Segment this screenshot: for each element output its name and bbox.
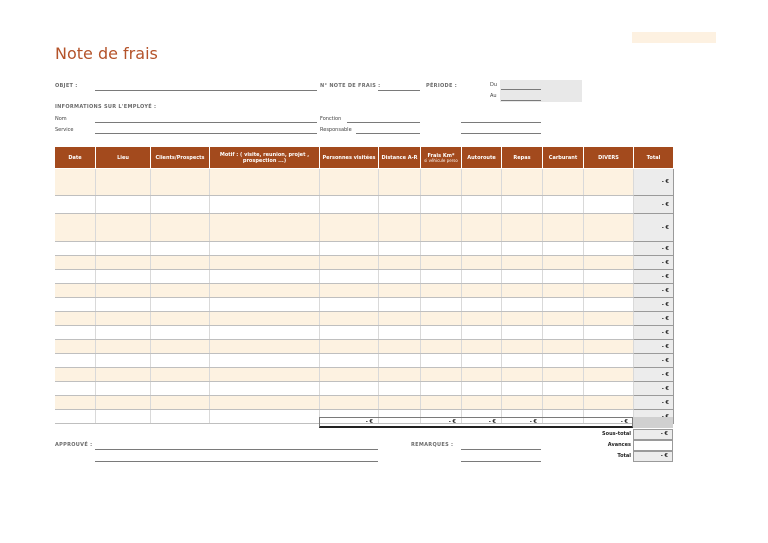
table-cell[interactable] [421,382,462,396]
approuve-field-1[interactable] [95,449,378,450]
periode-box [500,80,582,102]
table-cell[interactable] [502,242,543,256]
table-cell[interactable] [584,256,634,270]
column-header-label: Repas [513,154,531,161]
row-total-cell: - € [634,214,674,242]
table-row [55,169,674,196]
table-cell[interactable] [96,340,151,354]
table-cell[interactable] [502,298,543,312]
table-cell[interactable] [502,340,543,354]
table-cell[interactable] [462,256,502,270]
table-row [55,326,674,340]
table-cell[interactable] [96,214,151,242]
row-total-cell: - € [634,326,674,340]
table-cell[interactable] [543,196,584,214]
column-header [543,147,584,169]
table-row [55,270,674,284]
table-cell[interactable] [55,284,96,298]
header-highlight-box [632,32,716,43]
table-cell[interactable] [210,256,320,270]
extra-field-1[interactable] [461,122,541,123]
table-cell[interactable] [502,354,543,368]
table-cell[interactable] [320,169,379,196]
table-cell[interactable] [320,196,379,214]
column-header [96,147,151,169]
table-cell[interactable] [210,340,320,354]
service-field[interactable] [95,133,317,134]
column-header-label: Date [68,154,82,161]
table-cell[interactable] [55,270,96,284]
table-row [55,256,674,270]
table-cell[interactable] [151,396,210,410]
table-cell[interactable] [462,169,502,196]
table-cell[interactable] [584,312,634,326]
table-row [55,214,674,242]
table-cell[interactable] [584,326,634,340]
table-cell[interactable] [55,410,96,424]
table-cell[interactable] [379,312,421,326]
column-header [584,147,634,169]
avances-value[interactable] [633,440,673,451]
table-cell[interactable] [462,396,502,410]
row-total-cell: - € [634,368,674,382]
table-cell[interactable] [421,396,462,410]
table-cell[interactable] [210,242,320,256]
table-cell[interactable] [96,284,151,298]
table-cell[interactable] [584,270,634,284]
table-cell[interactable] [379,326,421,340]
sum-total-empty [633,417,673,428]
table-cell[interactable] [151,382,210,396]
table-cell[interactable] [502,284,543,298]
column-header-label: Personnes visitées [322,154,376,161]
table-cell[interactable] [151,298,210,312]
table-cell[interactable] [462,340,502,354]
table-cell[interactable] [55,354,96,368]
sum-frais-km: - € [448,419,456,425]
table-cell[interactable] [421,196,462,214]
table-cell[interactable] [210,354,320,368]
row-total-cell: - € [634,396,674,410]
fonction-label: Fonction [320,116,342,122]
table-cell[interactable] [584,368,634,382]
table-cell[interactable] [151,284,210,298]
table-cell[interactable] [379,340,421,354]
column-header [502,147,543,169]
column-header-label: Distance A-R [381,154,418,161]
table-cell[interactable] [379,354,421,368]
table-cell[interactable] [96,354,151,368]
table-cell[interactable] [210,196,320,214]
table-cell[interactable] [320,256,379,270]
table-cell[interactable] [55,256,96,270]
table-cell[interactable] [502,214,543,242]
table-cell[interactable] [421,284,462,298]
table-cell[interactable] [584,284,634,298]
approuve-label: APPROUVÉ : [55,442,93,448]
employee-info-label: INFORMATIONS SUR L'EMPLOYÉ : [55,104,157,110]
table-cell[interactable] [151,169,210,196]
table-cell[interactable] [96,242,151,256]
table-cell[interactable] [543,270,584,284]
column-header-label: Total [646,154,661,161]
table-row [55,196,674,214]
table-header-row [55,147,674,169]
table-cell[interactable] [55,169,96,196]
table-cell[interactable] [421,312,462,326]
table-cell[interactable] [543,242,584,256]
table-cell[interactable] [421,256,462,270]
table-cell[interactable] [379,169,421,196]
column-header [462,147,502,169]
column-header [320,147,379,169]
du-field[interactable] [501,89,541,90]
row-total-cell: - € [634,169,674,196]
table-cell[interactable] [320,382,379,396]
table-cell[interactable] [584,382,634,396]
sum-divers: - € [620,419,628,425]
row-total-cell: - € [634,312,674,326]
table-cell[interactable] [584,196,634,214]
table-cell[interactable] [210,169,320,196]
fonction-field[interactable] [347,122,420,123]
table-cell[interactable] [543,326,584,340]
row-total-cell: - € [634,196,674,214]
table-cell[interactable] [543,340,584,354]
table-cell[interactable] [151,214,210,242]
table-cell[interactable] [421,326,462,340]
table-cell[interactable] [543,256,584,270]
column-header [379,147,421,169]
table-cell[interactable] [320,354,379,368]
column-header-label: Carburant [548,154,578,161]
du-label: Du [490,82,498,88]
table-cell[interactable] [379,298,421,312]
table-cell[interactable] [584,396,634,410]
table-cell[interactable] [502,169,543,196]
table-cell[interactable] [584,242,634,256]
sum-repas: - € [529,419,537,425]
table-row [55,312,674,326]
table-cell[interactable] [151,270,210,284]
remarques-field-2[interactable] [461,461,541,462]
table-cell[interactable] [462,368,502,382]
table-cell[interactable] [55,396,96,410]
row-total-cell: - € [634,284,674,298]
table-cell[interactable] [543,298,584,312]
sous-total-label: Sous-total [602,431,631,437]
table-cell[interactable] [96,382,151,396]
table-cell[interactable] [210,284,320,298]
column-header-label: Autoroute [467,154,496,161]
table-cell[interactable] [462,242,502,256]
table-row [55,284,674,298]
table-cell[interactable] [462,354,502,368]
table-row [55,354,674,368]
table-cell[interactable] [55,242,96,256]
table-cell[interactable] [584,298,634,312]
sous-total-value: - € [633,429,673,440]
table-cell[interactable] [96,196,151,214]
table-cell[interactable] [379,256,421,270]
table-cell[interactable] [543,312,584,326]
table-cell[interactable] [320,368,379,382]
table-cell[interactable] [55,368,96,382]
table-cell[interactable] [543,382,584,396]
column-header [55,147,96,169]
table-row [55,340,674,354]
remarques-label: REMARQUES : [411,442,454,448]
table-cell[interactable] [96,326,151,340]
row-total-cell: - € [634,256,674,270]
column-header [151,147,210,169]
table-cell[interactable] [320,214,379,242]
table-cell[interactable] [462,196,502,214]
table-cell[interactable] [543,214,584,242]
table-cell[interactable] [55,326,96,340]
table-cell[interactable] [320,270,379,284]
table-cell[interactable] [96,270,151,284]
column-header-label: Lieu [117,154,129,161]
responsable-label: Responsable [320,127,352,133]
table-cell[interactable] [320,396,379,410]
table-row [55,396,674,410]
table-cell[interactable] [210,270,320,284]
table-cell[interactable] [151,312,210,326]
table-cell[interactable] [320,312,379,326]
table-cell[interactable] [320,326,379,340]
table-cell[interactable] [502,196,543,214]
row-total-cell: - € [634,382,674,396]
column-header-label: DIVERS [598,154,619,161]
table-cell[interactable] [55,340,96,354]
table-cell[interactable] [320,284,379,298]
table-cell[interactable] [462,214,502,242]
table-cell[interactable] [151,196,210,214]
table-cell[interactable] [55,196,96,214]
table-cell[interactable] [210,326,320,340]
table-cell[interactable] [96,368,151,382]
column-header [634,147,674,169]
table-cell[interactable] [421,242,462,256]
row-total-cell: - € [634,340,674,354]
table-cell[interactable] [462,326,502,340]
row-total-cell: - € [634,270,674,284]
nom-label: Nom [55,116,67,122]
table-cell[interactable] [55,298,96,312]
table-cell[interactable] [584,169,634,196]
table-cell[interactable] [320,298,379,312]
total-value: - € [633,451,673,462]
table-cell[interactable] [210,214,320,242]
column-header [421,147,462,169]
table-cell[interactable] [584,340,634,354]
table-cell[interactable] [379,284,421,298]
sum-personnes: - € [365,419,373,425]
table-cell[interactable] [151,410,210,424]
expense-table [54,146,674,424]
table-cell[interactable] [320,242,379,256]
column-header-sublabel: si véhicule perso [424,157,458,163]
table-cell[interactable] [320,340,379,354]
table-cell[interactable] [502,270,543,284]
table-cell[interactable] [210,396,320,410]
table-row [55,368,674,382]
table-cell[interactable] [151,242,210,256]
row-total-cell: - € [634,298,674,312]
approuve-field-2[interactable] [95,461,378,462]
table-cell[interactable] [151,354,210,368]
table-cell[interactable] [210,298,320,312]
row-total-cell: - € [634,354,674,368]
table-cell[interactable] [96,256,151,270]
table-cell[interactable] [543,354,584,368]
table-row [55,242,674,256]
table-cell[interactable] [543,169,584,196]
table-cell[interactable] [379,270,421,284]
table-cell[interactable] [462,312,502,326]
table-cell[interactable] [151,368,210,382]
table-cell[interactable] [210,312,320,326]
table-cell[interactable] [421,340,462,354]
table-cell[interactable] [502,312,543,326]
column-header-label: Clients/Prospects [155,154,205,161]
au-label: Au [490,93,497,99]
table-cell[interactable] [502,368,543,382]
avances-label: Avances [607,442,631,448]
table-cell[interactable] [379,196,421,214]
au-field[interactable] [501,100,541,101]
table-cell[interactable] [96,169,151,196]
table-cell[interactable] [502,326,543,340]
sum-autoroute: - € [488,419,496,425]
table-cell[interactable] [151,340,210,354]
periode-label: PÉRIODE : [426,83,458,89]
table-cell[interactable] [96,298,151,312]
table-cell[interactable] [584,214,634,242]
table-cell[interactable] [96,312,151,326]
table-cell[interactable] [96,410,151,424]
table-cell[interactable] [584,354,634,368]
service-label: Service [55,127,74,133]
table-cell[interactable] [421,169,462,196]
table-cell[interactable] [421,214,462,242]
table-cell[interactable] [55,214,96,242]
column-header-label: Motif : ( visite, reunion, projet , prospection ...) [219,151,310,164]
extra-field-2[interactable] [461,133,541,134]
table-cell[interactable] [210,382,320,396]
table-cell[interactable] [379,368,421,382]
table-cell[interactable] [421,368,462,382]
note-number-field[interactable] [378,90,420,91]
table-cell[interactable] [379,396,421,410]
table-cell[interactable] [502,256,543,270]
table-cell[interactable] [421,270,462,284]
table-cell[interactable] [421,298,462,312]
objet-label: OBJET : [55,83,78,89]
table-cell[interactable] [462,284,502,298]
table-cell[interactable] [151,256,210,270]
table-cell[interactable] [379,242,421,256]
remarques-field-1[interactable] [461,449,541,450]
table-cell[interactable] [55,382,96,396]
table-row [55,382,674,396]
table-cell[interactable] [543,396,584,410]
responsable-field[interactable] [356,133,420,134]
table-row [55,298,674,312]
table-cell[interactable] [151,326,210,340]
table-cell[interactable] [502,396,543,410]
table-cell[interactable] [55,312,96,326]
table-cell[interactable] [462,382,502,396]
table-cell[interactable] [421,354,462,368]
table-cell[interactable] [210,410,320,424]
page-title: Note de frais [55,44,158,63]
table-cell[interactable] [96,396,151,410]
objet-field[interactable] [95,90,317,91]
column-header-label: Frais Km* [427,152,455,159]
table-cell[interactable] [502,382,543,396]
row-total-cell: - € [634,242,674,256]
column-header [210,147,320,169]
table-cell[interactable] [210,368,320,382]
note-number-label: N° NOTE DE FRAIS : [320,83,381,89]
table-cell[interactable] [379,214,421,242]
table-cell[interactable] [462,298,502,312]
table-cell[interactable] [379,382,421,396]
total-label: Total [617,453,631,459]
nom-field[interactable] [95,122,317,123]
table-cell[interactable] [543,368,584,382]
table-cell[interactable] [462,270,502,284]
table-cell[interactable] [543,284,584,298]
